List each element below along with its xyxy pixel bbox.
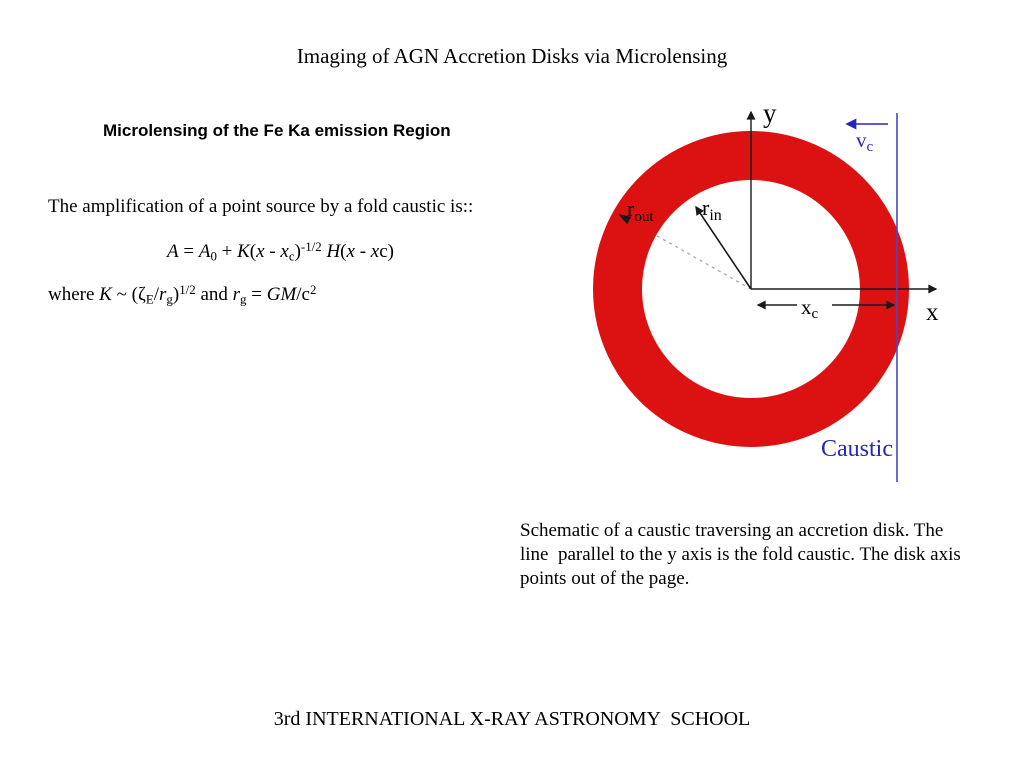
r-in-label-sub: in [709,207,722,224]
amplification-formula: $A = A_0 + K(x - x_c)^{-1/2}$ H(x - xc) [167,239,394,264]
slide-title: Imaging of AGN Accretion Disks via Microlensing [296,44,728,68]
xc-label-base: x [801,295,812,319]
vc-label [856,128,874,155]
figure-caption-line: line parallel to the y axis is the fold caustic. The disk axis [520,544,961,565]
vc-label-sub: c [866,139,874,155]
r-out-label-base: r [627,196,635,221]
xc-label-sub: c [811,306,819,322]
xc-label [801,295,819,322]
y-axis-label: y [763,98,777,128]
r-in-label-base: r [702,195,710,220]
x-axis-label: x [926,299,939,326]
intro-text: The amplification of a point source by a fold caustic is:: [48,196,474,217]
vc-label-base: v [856,128,867,152]
figure-caption-line: Schematic of a caustic traversing an accretion disk. The [520,520,944,541]
r-out-label-sub: out [634,209,654,225]
where-clause: where K ~ $(\zeta_E/r_g)^{1/2}$ and $r_g = GM/c^2$ [48,282,317,307]
figure-caption-line: points out of the page. [520,568,690,589]
figure-caption [520,519,961,591]
footer-text: 3rd INTERNATIONAL X-RAY ASTRONOMY SCHOOL [273,708,751,730]
section-heading: Microlensing of the Fe Ka emission Region [103,121,451,140]
accretion-disk-diagram [570,85,970,495]
caustic-label: Caustic [821,436,893,462]
r-in-label [702,195,722,224]
